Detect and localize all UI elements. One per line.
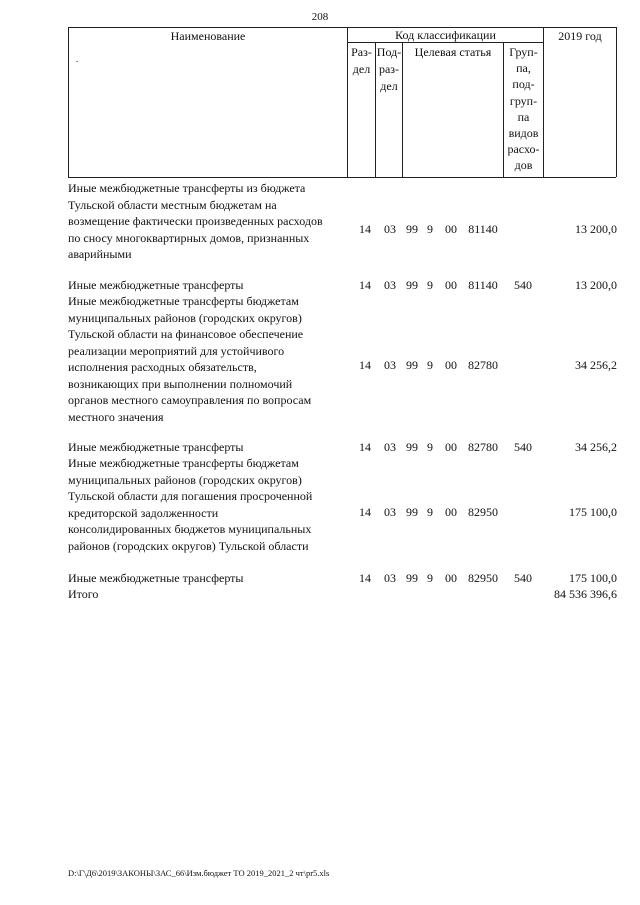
row-amount: 175 100,0	[569, 571, 617, 585]
row-vid: 540	[514, 278, 532, 292]
row-razdel: 14	[359, 278, 371, 292]
row-razdel: 14	[359, 571, 371, 585]
row-target-2: 9	[427, 278, 433, 292]
row-target-3: 00	[445, 571, 457, 585]
row-target-1: 99	[406, 505, 418, 519]
row-target-3: 00	[445, 278, 457, 292]
header-vid-line: па,	[516, 61, 531, 76]
row-target-3: 00	[445, 440, 457, 454]
row-target-4: 82950	[468, 505, 498, 519]
page-number: 208	[311, 11, 329, 23]
row-vid: 540	[514, 571, 532, 585]
row-target-1: 99	[406, 222, 418, 236]
header-podrazdel-line: Под-	[376, 45, 402, 59]
header-vline-left	[68, 27, 69, 177]
header-vid-line: груп-	[509, 93, 538, 108]
row-target-3: 00	[445, 505, 457, 519]
row-name: Иные межбюджетные трансферты	[68, 278, 244, 292]
row-target-4: 82950	[468, 571, 498, 585]
header-vid-line: видов	[508, 126, 539, 141]
row-podrazdel: 03	[384, 571, 396, 585]
row-target-2: 9	[427, 440, 433, 454]
row-target-3: 00	[445, 222, 457, 236]
header-vid-line: дов	[514, 158, 533, 173]
row-podrazdel: 03	[384, 440, 396, 454]
header-vline-right	[616, 27, 617, 177]
header-vid-line: расхо-	[507, 142, 540, 157]
row-target-2: 9	[427, 505, 433, 519]
row-target-4: 81140	[468, 278, 498, 292]
row-name: Иные межбюджетные трансферты бюджетам муниципальных районов (городских округов) Тульской области для погашения просроченной кредиторской задолженности консолидированных бюджетов муниципальных районов (городских округов) Тульской области	[68, 456, 313, 553]
row-target-1: 99	[406, 358, 418, 372]
row-podrazdel: 03	[384, 222, 396, 236]
row-name: Итого	[68, 587, 99, 601]
row-amount: 34 256,2	[575, 358, 617, 372]
row-podrazdel: 03	[384, 358, 396, 372]
header-razdel-line: дел	[352, 62, 371, 76]
header-bottom-border	[68, 177, 616, 178]
header-vline-podrazdel	[402, 42, 403, 177]
row-amount: 13 200,0	[575, 278, 617, 292]
header-vid	[504, 44, 543, 174]
row-razdel: 14	[359, 440, 371, 454]
header-podrazdel-line: дел	[380, 79, 398, 93]
header-dot: .	[76, 54, 79, 64]
header-year-label: 2019 год	[558, 29, 602, 43]
row-name: Иные межбюджетные трансферты бюджетам муниципальных районов (городских округов) Тульской области на финансовое обеспечение реализации мероприятий для устойчивого исполнения расходных обязательств, возникающих при выполнении полномочий органов местного самоуправления по вопросам местного значения	[68, 294, 312, 424]
row-name: Иные межбюджетные трансферты	[68, 571, 244, 585]
header-razdel	[348, 44, 375, 78]
row-amount: 13 200,0	[575, 222, 617, 236]
header-vid-line: под-	[512, 77, 535, 92]
row-podrazdel: 03	[384, 278, 396, 292]
row-target-3: 00	[445, 358, 457, 372]
header-vid-line: Груп-	[509, 45, 538, 59]
row-target-1: 99	[406, 571, 418, 585]
row-target-4: 82780	[468, 358, 498, 372]
footer-file-path: D:\Г\Д6\2019\ЗАКОНЫ\ЗАС_66\Изм.бюджет ТО 2019_2021_2 чт\pr5.xls	[68, 868, 330, 878]
row-vid: 540	[514, 440, 532, 454]
row-name: Иные межбюджетные трансферты из бюджета Тульской области местным бюджетам на возмещение фактически произведенных расходов по сносу многоквартирных домов, признанных аварийными	[68, 181, 323, 261]
row-name: Иные межбюджетные трансферты	[68, 440, 244, 454]
row-target-4: 81140	[468, 222, 498, 236]
row-target-4: 82780	[468, 440, 498, 454]
header-vid-line: па	[517, 109, 530, 124]
row-amount: 84 536 396,6	[554, 587, 617, 601]
header-target: Целевая статья	[414, 45, 492, 59]
header-vline-vid	[543, 27, 544, 177]
row-razdel: 14	[359, 222, 371, 236]
row-podrazdel: 03	[384, 505, 396, 519]
row-target-2: 9	[427, 222, 433, 236]
row-amount: 34 256,2	[575, 440, 617, 454]
row-target-2: 9	[427, 571, 433, 585]
header-podrazdel	[376, 44, 402, 95]
header-code-label: Код классификации	[395, 28, 496, 42]
header-razdel-line: Раз-	[351, 45, 372, 59]
row-amount: 175 100,0	[569, 505, 617, 519]
row-target-1: 99	[406, 278, 418, 292]
row-razdel: 14	[359, 505, 371, 519]
header-name-label: Наименование	[170, 29, 246, 43]
row-target-1: 99	[406, 440, 418, 454]
row-target-2: 9	[427, 358, 433, 372]
header-podrazdel-line: раз-	[378, 62, 400, 76]
row-razdel: 14	[359, 358, 371, 372]
